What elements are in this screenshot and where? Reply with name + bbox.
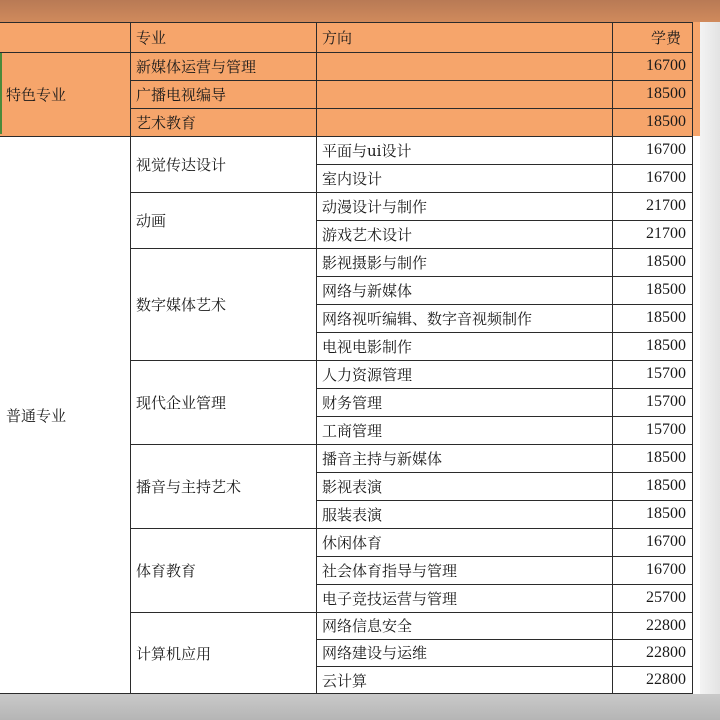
direction-cell: 电子竞技运营与管理 [322,589,458,608]
featured-fee: 18500 [646,85,686,102]
grid-line [130,192,692,193]
grid-line [316,332,692,333]
direction-cell: 网络视听编辑、数字音视频制作 [322,309,533,328]
fee-cell: 15700 [646,365,686,382]
grid-line [692,22,693,694]
grid-line [316,304,692,305]
direction-cell: 财务管理 [322,393,383,412]
group-major: 现代企业管理 [136,393,227,412]
grid-line [316,276,692,277]
featured-fee: 16700 [646,57,686,74]
direction-cell: 平面与ui设计 [322,141,412,160]
fee-cell: 18500 [646,477,686,494]
fee-cell: 18500 [646,281,686,298]
direction-cell: 影视表演 [322,477,383,496]
grid-line [130,612,692,613]
fee-cell: 15700 [646,393,686,410]
direction-cell: 网络与新媒体 [322,281,413,300]
fee-cell: 15700 [646,421,686,438]
fee-cell: 22800 [646,616,686,634]
featured-major: 艺术教育 [136,113,197,132]
top-edge-strip [0,0,720,22]
direction-cell: 工商管理 [322,421,383,440]
direction-cell: 动漫设计与制作 [322,197,428,216]
fee-cell: 18500 [646,449,686,466]
fee-cell: 16700 [646,561,686,578]
direction-cell: 室内设计 [322,169,383,188]
fee-cell: 16700 [646,141,686,158]
fee-cell: 18500 [646,337,686,354]
grid-line [316,164,692,165]
grid-line [316,472,692,473]
grid-line [130,108,692,109]
grid-line [316,416,692,417]
featured-major: 新媒体运营与管理 [136,57,257,76]
header-major: 专业 [136,28,167,47]
fee-cell: 22800 [646,643,686,661]
group-major: 视觉传达设计 [136,155,227,174]
group-major: 数字媒体艺术 [136,295,227,314]
grid-line [316,388,692,389]
fee-cell: 16700 [646,169,686,186]
group-major: 播音与主持艺术 [136,477,242,496]
grid-line [316,584,692,585]
grid-line [0,136,692,137]
group-major: 动画 [136,211,167,230]
direction-cell: 社会体育指导与管理 [322,561,458,580]
direction-cell: 云计算 [322,671,368,690]
group-major: 体育教育 [136,561,197,580]
fee-cell: 22800 [646,671,686,688]
grid-line [316,556,692,557]
direction-cell: 网络建设与运维 [322,644,428,662]
grid-line [316,220,692,221]
fee-cell: 21700 [646,225,686,242]
direction-cell: 服装表演 [322,505,383,524]
fee-cell: 18500 [646,309,686,326]
fee-cell: 21700 [646,197,686,214]
bottom-edge-strip [0,694,720,720]
featured-category: 特色专业 [6,85,67,104]
grid-line [612,22,613,694]
fee-cell: 18500 [646,505,686,522]
grid-line [316,500,692,501]
featured-fee: 18500 [646,113,686,130]
grid-line [130,80,692,81]
fee-cell: 18500 [646,253,686,270]
direction-cell: 游戏艺术设计 [322,225,413,244]
header-direction: 方向 [322,28,353,47]
direction-cell: 网络信息安全 [322,617,413,635]
grid-line [130,360,692,361]
grid-line [316,22,317,694]
direction-cell: 影视摄影与制作 [322,253,428,272]
grid-line [130,444,692,445]
group-major: 计算机应用 [136,644,212,663]
grid-line [130,248,692,249]
regular-category: 普通专业 [6,406,67,425]
direction-cell: 休闲体育 [322,533,383,552]
grid-line [130,528,692,529]
fee-cell: 25700 [646,589,686,606]
grid-line [0,52,692,53]
grid-line [316,666,692,667]
grid-line [130,22,131,694]
featured-major: 广播电视编导 [136,85,227,104]
fee-cell: 16700 [646,533,686,550]
grid-line [0,22,692,23]
direction-cell: 播音主持与新媒体 [322,449,443,468]
direction-cell: 人力资源管理 [322,365,413,384]
grid-line [316,639,692,640]
header-fee: 学费 [650,28,681,47]
direction-cell: 电视电影制作 [322,337,413,356]
